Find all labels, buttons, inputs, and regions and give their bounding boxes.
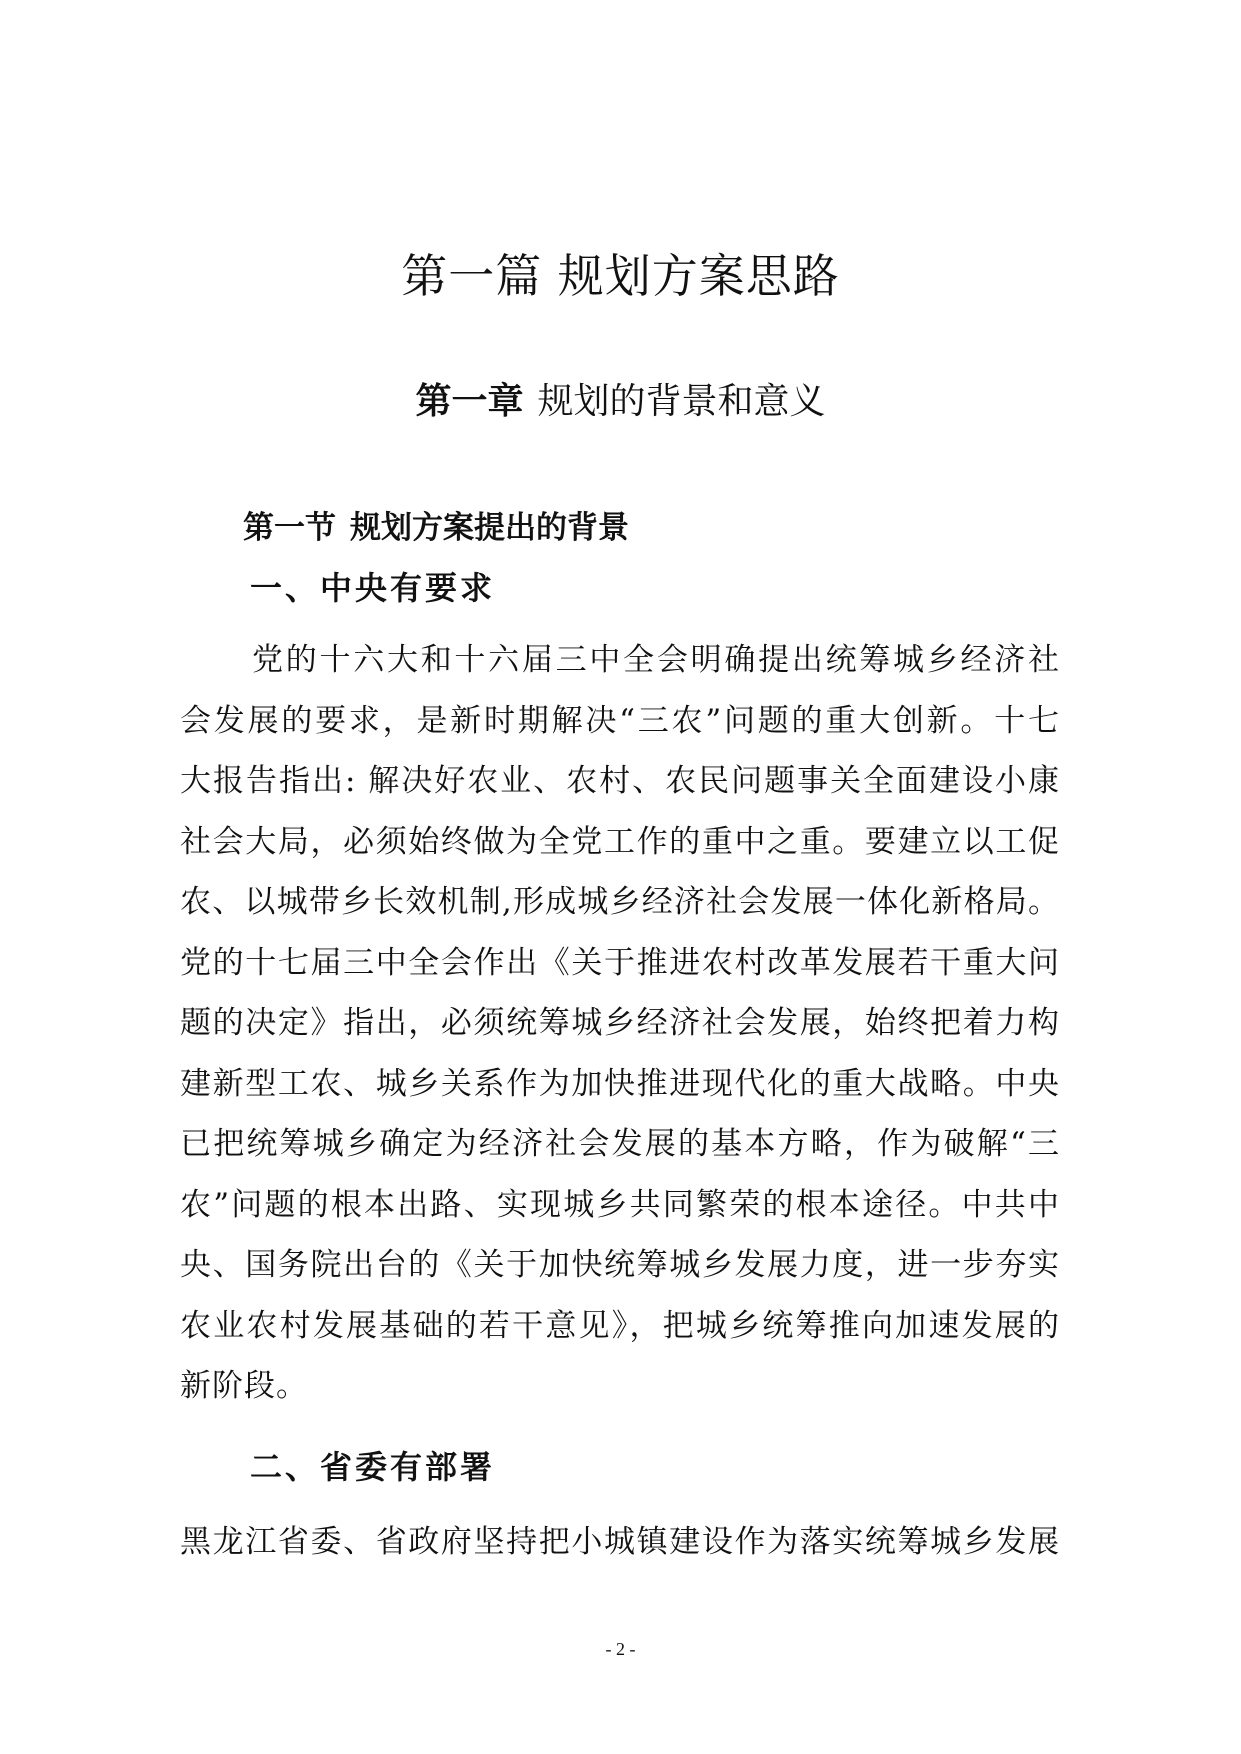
paragraph-line: 党的十七届三中全会作出《关于推进农村改革发展若干重大问 (180, 944, 1060, 981)
paragraph-line: 大报告指出: 解决好农业、农村、农民问题事关全面建设小康 (180, 763, 1060, 799)
paragraph-central-requirements (180, 630, 1060, 1417)
subsection-heading-1: 一、中央有要求 (250, 569, 496, 607)
paragraph-provincial-deployment (180, 1512, 1060, 1573)
paragraph-line: 题的决定》指出，必须统筹城乡经济社会发展，始终把着力构 (180, 1005, 1060, 1041)
paragraph-line: 央、国务院出台的《关于加快统筹城乡发展力度，进一步夯实 (180, 1247, 1060, 1283)
part-title: 第一篇 规划方案思路 (401, 249, 840, 303)
section-number: 第一节 (243, 510, 336, 546)
chapter-name: 规划的背景和意义 (537, 381, 826, 422)
paragraph-line: 农、以城带乡长效机制,形成城乡经济社会发展一体化新格局。 (180, 884, 1060, 920)
paragraph-line: 会发展的要求，是新时期解决“三农”问题的重大创新。十七 (180, 702, 1060, 739)
page-number: - 2 - (605, 1639, 636, 1659)
paragraph-line: 社会大局，必须始终做为全党工作的重中之重。要建立以工促 (180, 823, 1060, 860)
paragraph-line: 已把统筹城乡确定为经济社会发展的基本方略，作为破解“三 (180, 1126, 1060, 1162)
paragraph-line: 农”问题的根本出路、实现城乡共同繁荣的根本途径。中共中 (180, 1186, 1060, 1223)
chapter-number: 第一章 (415, 381, 524, 422)
subsection-heading-2: 二、省委有部署 (250, 1448, 496, 1486)
paragraph-line: 黑龙江省委、省政府坚持把小城镇建设作为落实统筹城乡发展 (180, 1524, 1060, 1560)
paragraph-line: 党的十六大和十六届三中全会明确提出统筹城乡经济社 (252, 642, 1060, 678)
paragraph-line: 建新型工农、城乡关系作为加快推进现代化的重大战略。中央 (180, 1065, 1060, 1102)
section-name: 规划方案提出的背景 (350, 510, 629, 546)
paragraph-line: 农业农村发展基础的若干意见》，把城乡统筹推向加速发展的 (180, 1307, 1060, 1344)
paragraph-last-line: 新阶段。 (180, 1368, 308, 1404)
chapter-title (0, 380, 1241, 424)
section-title (243, 508, 629, 548)
